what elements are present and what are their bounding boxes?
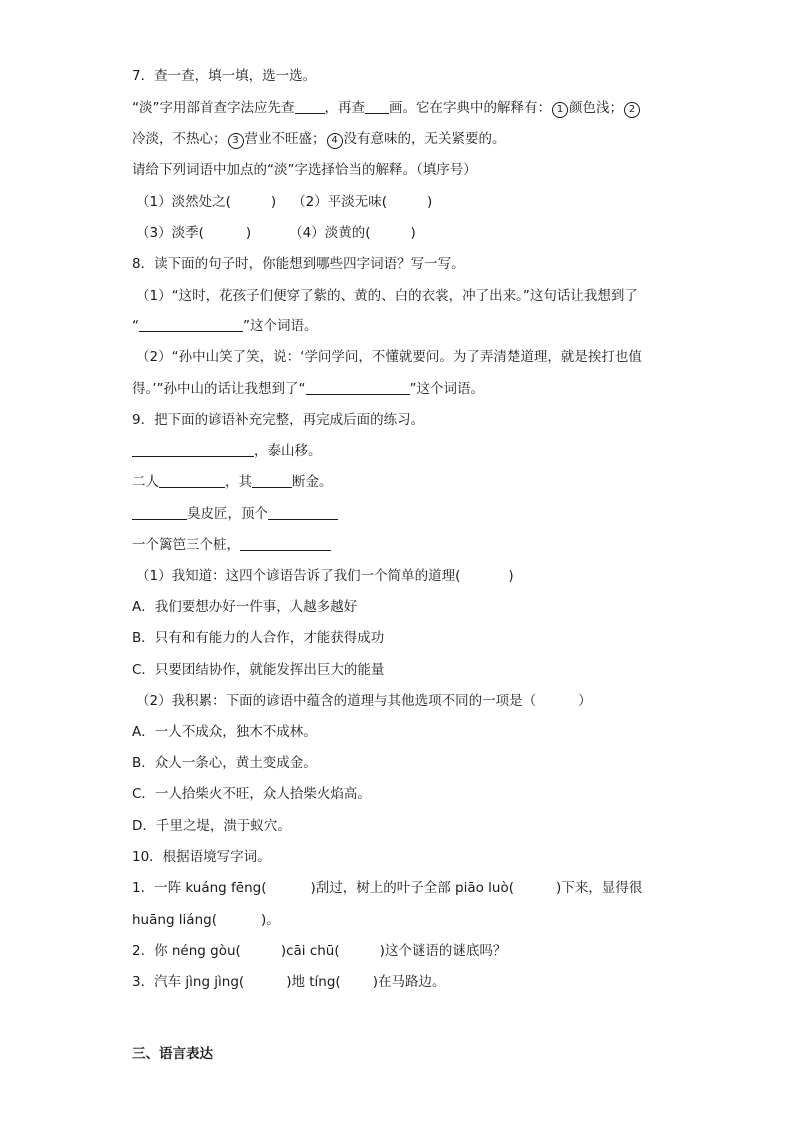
paren-close: ) xyxy=(508,568,514,584)
q9-proverb4 xyxy=(132,535,331,555)
q7-meaning1: 颜色浅； xyxy=(569,100,623,116)
q8-answer1-blank[interactable] xyxy=(139,317,243,332)
q8-open-quote: “ xyxy=(132,318,139,334)
q7-line1-c: 画。它在字典中的解释有： xyxy=(389,100,551,116)
q9-blank3[interactable] xyxy=(252,473,292,488)
circled-number: 4 xyxy=(327,133,343,149)
q9-sub2 xyxy=(136,691,592,711)
q7-meaning3: 营业不旺盛； xyxy=(244,131,326,147)
q7-item4: （4）淡黄的( xyxy=(289,225,371,241)
q7-item1: （1）淡然处之( xyxy=(136,194,231,210)
q8-sentence2-line1: （2）“孙中山笑了笑，说：‘学问学问，不懂就要问。为了弄清楚道理，就是挨打也值 xyxy=(136,349,642,365)
paren-close: ) xyxy=(427,194,433,210)
q9-p4-a: 一个篱笆三个桩， xyxy=(132,537,240,553)
q10-line2 xyxy=(132,910,280,930)
q8-sentence2-line2 xyxy=(132,379,484,399)
q10-l4-a: 3．汽车 jìng jìng( xyxy=(132,974,245,990)
q9-option-c[interactable]: C．只要团结协作，就能发挥出巨大的能量 xyxy=(132,662,385,678)
q10-l2-a: huāng liáng( xyxy=(132,912,217,928)
q7-blank-radical[interactable] xyxy=(295,99,325,114)
q10-l4-b: )地 tíng( xyxy=(286,974,341,990)
q9-proverb3 xyxy=(132,504,338,524)
circled-number: 2 xyxy=(624,102,640,118)
q9-sub1 xyxy=(136,566,514,586)
q9-p3-a: 臭皮匠，顶个 xyxy=(187,506,268,522)
q8-s1-close: ”这个词语。 xyxy=(243,318,318,334)
q10-l1-a: 1．一阵 kuáng fēng( xyxy=(132,880,267,896)
q9-option-a2[interactable]: A．一人不成众，独木不成林。 xyxy=(132,724,317,740)
q9-option-b2[interactable]: B．众人一条心，黄土变成金。 xyxy=(132,755,317,771)
q8-sentence1-line1: （1）“这时，花孩子们便穿了紫的、黄的、白的衣裳，冲了出来。”这句话让我想到了 xyxy=(136,288,638,304)
q7-instruction: 请给下列词语中加点的“淡”字选择恰当的解释。（填序号） xyxy=(132,162,477,178)
q10-l1-b: )刮过，树上的叶子全部 piāo luò( xyxy=(310,880,515,896)
q10-title: 10．根据语境写字词。 xyxy=(132,849,271,865)
q7-line1-b: ，再查 xyxy=(324,100,365,116)
section-3-heading: 三、语言表达 xyxy=(132,1046,213,1062)
q9-proverb1 xyxy=(132,441,322,461)
q10-line3 xyxy=(132,941,506,961)
q9-p2-c: 断金。 xyxy=(292,474,333,490)
q10-line1 xyxy=(132,878,642,898)
q10-l3-b: )cāi chū( xyxy=(280,943,340,959)
circled-number: 1 xyxy=(552,102,568,118)
q9-option-a[interactable]: A．我们要想办好一件事，人越多越好 xyxy=(132,599,358,615)
q8-title: 8．读下面的句子时，你能想到哪些四字词语？写一写。 xyxy=(132,256,465,272)
q9-option-d2[interactable]: D．千里之堤，溃于蚁穴。 xyxy=(132,818,291,834)
q9-sub1-text: （1）我知道：这四个谚语告诉了我们一个简单的道理( xyxy=(136,568,461,584)
q7-items-row1 xyxy=(136,192,432,212)
q10-line4 xyxy=(132,972,445,992)
q9-blank1[interactable] xyxy=(132,442,254,457)
paren-close: ) xyxy=(270,194,277,210)
paren-close: ) xyxy=(245,225,252,241)
q10-l3-a: 2．你 néng gòu( xyxy=(132,943,241,959)
q9-proverb2 xyxy=(132,472,333,492)
q10-l4-c: )在马路边。 xyxy=(372,974,446,990)
q10-l3-c: )这个谜语的谜底吗？ xyxy=(379,943,507,959)
q7-blank-strokes[interactable] xyxy=(365,99,389,114)
q9-p2-b: ，其 xyxy=(225,474,252,490)
q7-meaning4: 没有意味的，无关紧要的。 xyxy=(343,131,506,147)
paren-close: ) xyxy=(410,225,416,241)
q9-blank4[interactable] xyxy=(132,505,187,520)
q9-option-c2[interactable]: C．一人拾柴火不旺，众人拾柴火焰高。 xyxy=(132,786,371,802)
q7-line1-a: “淡”字用部首查字法应先查 xyxy=(132,100,295,116)
q9-blank2[interactable] xyxy=(159,473,225,488)
q8-sentence1-line2 xyxy=(132,316,318,336)
q7-item3: （3）淡季( xyxy=(136,225,204,241)
q9-blank5[interactable] xyxy=(268,505,338,520)
q8-s2-line2-b: ”这个词语。 xyxy=(409,381,485,397)
q9-sub2-text: （2）我积累：下面的谚语中蕴含的道理与其他选项不同的一项是（ xyxy=(136,693,537,709)
q9-blank6[interactable] xyxy=(240,536,331,551)
q9-p2-a: 二人 xyxy=(132,474,159,490)
q7-item2: （2）平淡无味( xyxy=(292,194,387,210)
q9-p1: ，泰山移。 xyxy=(254,443,322,459)
q9-option-b[interactable]: B．只有和有能力的人合作，才能获得成功 xyxy=(132,630,385,646)
circled-number: 3 xyxy=(228,133,244,149)
q9-title: 9．把下面的谚语补充完整，再完成后面的练习。 xyxy=(132,412,425,428)
q8-answer2-blank[interactable] xyxy=(306,380,410,395)
q7-title: 7．查一查，填一填，选一选。 xyxy=(132,68,317,84)
q10-l2-b: )。 xyxy=(260,912,280,928)
q7-line2 xyxy=(132,129,506,149)
q8-s2-line2-a: 得。’”孙中山的话让我想到了“ xyxy=(132,381,306,397)
q7-line1 xyxy=(132,98,641,118)
q7-meaning2: 冷淡，不热心； xyxy=(132,131,227,147)
paren-close: ） xyxy=(578,693,592,709)
q10-l1-c: )下来，显得很 xyxy=(556,880,643,896)
q7-items-row2 xyxy=(136,223,416,243)
